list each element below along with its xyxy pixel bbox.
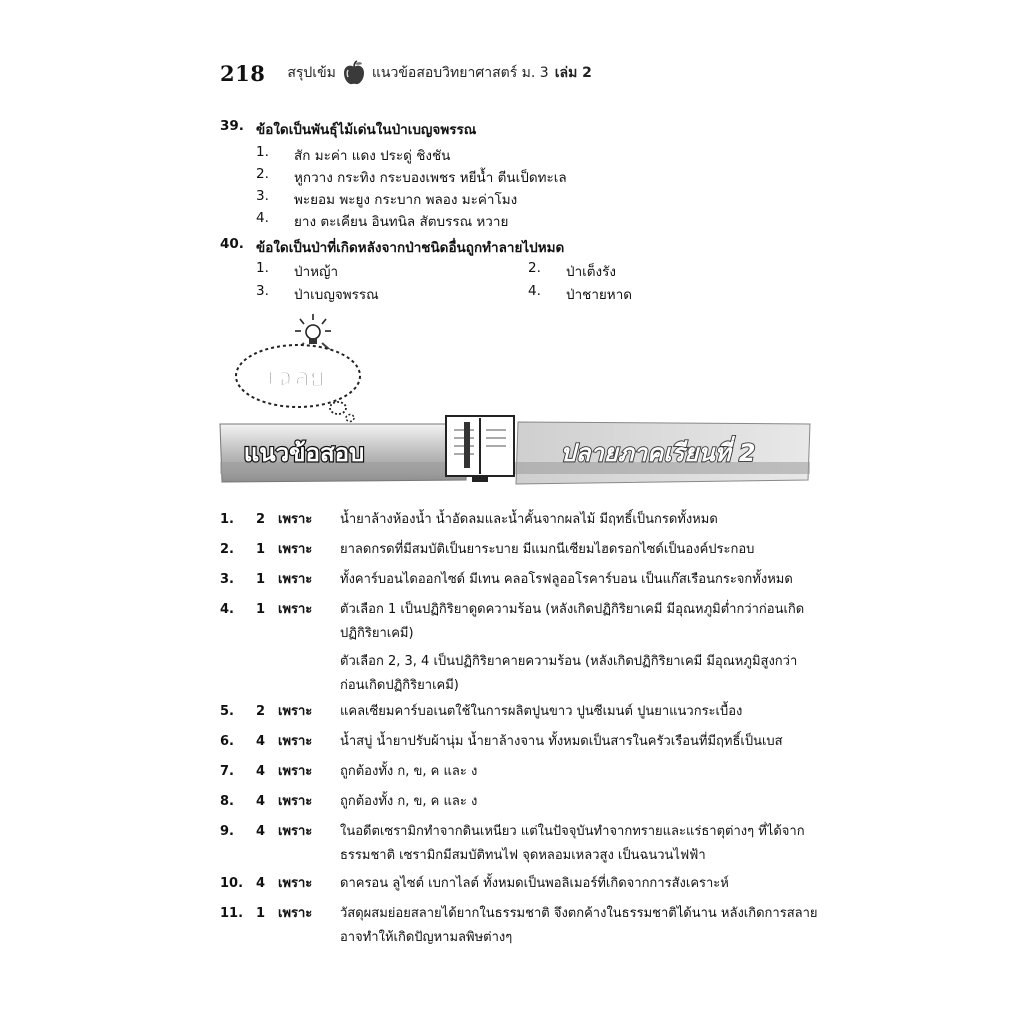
answer-choice: 4 xyxy=(256,794,266,809)
book-title: แนวข้อสอบวิทยาศาสตร์ ม. 3 xyxy=(371,65,549,81)
book-volume: เล่ม 2 xyxy=(554,65,592,81)
answer-choice: 4 xyxy=(256,876,266,891)
option-text: ป่าชายหาด xyxy=(566,287,633,303)
because-label: เพราะ xyxy=(278,704,313,719)
answer-number: 1. xyxy=(220,512,234,527)
answer-banner xyxy=(218,312,814,490)
answer-number: 11. xyxy=(220,906,244,921)
option-text: สัก มะค่า แดง ประดู่ ชิงชัน xyxy=(294,148,451,164)
because-label: เพราะ xyxy=(278,794,313,809)
answer-choice: 4 xyxy=(256,764,266,779)
because-label: เพราะ xyxy=(278,542,313,557)
question-option xyxy=(256,260,338,282)
question-option xyxy=(528,283,632,305)
answer-text: แคลเซียมคาร์บอเนตใช้ในการผลิตปูนขาว ปูนซีเมนต์ ปูนยาแนวกระเบื้อง xyxy=(340,704,743,719)
apple-icon xyxy=(342,60,366,86)
answer-choice: 2 xyxy=(256,704,266,719)
answer-extra-text: ตัวเลือก 2, 3, 4 เป็นปฏิกิริยาคายความร้อน (หลังเกิดปฏิกิริยาเคมี มีอุณหภูมิสูงกว่าก่อนเกิดปฏิกิริยาเคมี) xyxy=(340,654,798,693)
because-label: เพราะ xyxy=(278,572,313,587)
option-number: 4. xyxy=(256,210,269,226)
option-text: ป่าเต็งรัง xyxy=(566,264,616,280)
answer-text: น้ำสบู่ น้ำยาปรับผ้านุ่ม น้ำยาล้างจาน ทั้งหมดเป็นสารในครัวเรือนที่มีฤทธิ์เป็นเบส xyxy=(340,734,783,749)
question-option xyxy=(528,260,616,282)
answer-text: ตัวเลือก 1 เป็นปฏิกิริยาดูดความร้อน (หลังเกิดปฏิกิริยาเคมี มีอุณหภูมิต่ำกว่าก่อนเกิดปฏิกิริยาเคมี) xyxy=(340,602,805,641)
because-label: เพราะ xyxy=(278,824,313,839)
answer-text: ยาลดกรดที่มีสมบัติเป็นยาระบาย มีแมกนีเซียมไฮดรอกไซด์เป็นองค์ประกอบ xyxy=(340,542,755,557)
answer-choice: 4 xyxy=(256,824,266,839)
option-number: 3. xyxy=(256,188,269,204)
option-number: 1. xyxy=(256,260,269,276)
answer-text: ถูกต้องทั้ง ก, ข, ค และ ง xyxy=(340,764,478,779)
answer-choice: 4 xyxy=(256,734,266,749)
answer-text: น้ำยาล้างห้องน้ำ น้ำอัดลมและน้ำคั้นจากผลไม้ มีฤทธิ์เป็นกรดทั้งหมด xyxy=(340,512,718,527)
question-option xyxy=(256,210,508,232)
answer-number: 9. xyxy=(220,824,234,839)
banner-left-title: แนวข้อสอบ xyxy=(243,439,365,467)
answer-text: ดาครอน ลูไซต์ เบกาไลต์ ทั้งหมดเป็นพอลิเมอร์ที่เกิดจากการสังเคราะห์ xyxy=(340,876,729,891)
option-text: ป่าเบญจพรรณ xyxy=(294,287,379,303)
book-icon xyxy=(446,416,514,482)
question-option xyxy=(256,283,379,305)
option-text: ยาง ตะเคียน อินทนิล สัตบรรณ หวาย xyxy=(294,214,509,230)
answer-choice: 1 xyxy=(256,906,266,921)
question-number: 39. xyxy=(220,118,244,134)
because-label: เพราะ xyxy=(278,734,313,749)
banner-right-title: ปลายภาคเรียนที่ 2 xyxy=(560,439,756,467)
question-option xyxy=(256,144,450,166)
answer-number: 2. xyxy=(220,542,234,557)
lightbulb-icon xyxy=(295,314,331,350)
because-label: เพราะ xyxy=(278,876,313,891)
option-text: พะยอม พะยูง กระบาก พลอง มะค่าโมง xyxy=(294,192,518,208)
question-39 xyxy=(220,118,476,140)
option-number: 3. xyxy=(256,283,269,299)
question-option xyxy=(256,166,567,188)
answer-number: 10. xyxy=(220,876,244,891)
answer-text: ถูกต้องทั้ง ก, ข, ค และ ง xyxy=(340,794,478,809)
answer-text: ทั้งคาร์บอนไดออกไซด์ มีเทน คลอโรฟลูออโรคาร์บอน เป็นแก๊สเรือนกระจกทั้งหมด xyxy=(340,572,793,587)
answer-number: 6. xyxy=(220,734,234,749)
book-series: สรุปเข้ม xyxy=(287,65,336,81)
answer-text: ในอดีตเซรามิกทำจากดินเหนียว แต่ในปัจจุบันทำจากทรายและแร่ธาตุต่างๆ ที่ได้จากธรรมชาติ เซรามิกมีสมบัติทนไฟ จุดหลอมเหลวสูง เป็นฉนวนไฟฟ้า xyxy=(340,824,805,863)
option-number: 4. xyxy=(528,283,541,299)
answer-number: 8. xyxy=(220,794,234,809)
answer-choice: 1 xyxy=(256,572,266,587)
option-text: หูกวาง กระทิง กระบองเพชร หยีน้ำ ตีนเป็ดทะเล xyxy=(294,170,567,186)
option-number: 1. xyxy=(256,144,269,160)
question-40 xyxy=(220,236,564,258)
option-number: 2. xyxy=(256,166,269,182)
answer-number: 7. xyxy=(220,764,234,779)
because-label: เพราะ xyxy=(278,602,313,617)
option-text: ป่าหญ้า xyxy=(294,264,339,280)
page-header xyxy=(220,56,592,90)
answer-choice: 1 xyxy=(256,602,266,617)
answer-number: 3. xyxy=(220,572,234,587)
answer-text: วัสดุผสมย่อยสลายได้ยากในธรรมชาติ จึงตกค้างในธรรมชาติได้นาน หลังเกิดการสลายอาจทำให้เกิดปัญหามลพิษต่างๆ xyxy=(340,906,818,945)
answer-choice: 2 xyxy=(256,512,266,527)
question-stem: ข้อใดเป็นป่าที่เกิดหลังจากป่าชนิดอื่นถูกทำลายไปหมด xyxy=(256,240,565,256)
question-number: 40. xyxy=(220,236,244,252)
because-label: เพราะ xyxy=(278,764,313,779)
because-label: เพราะ xyxy=(278,906,313,921)
option-number: 2. xyxy=(528,260,541,276)
because-label: เพราะ xyxy=(278,512,313,527)
answer-choice: 1 xyxy=(256,542,266,557)
answer-label: เฉลย xyxy=(267,363,325,393)
question-option xyxy=(256,188,517,210)
answer-number: 5. xyxy=(220,704,234,719)
page-number: 218 xyxy=(220,60,266,86)
question-stem: ข้อใดเป็นพันธุ์ไม้เด่นในป่าเบญจพรรณ xyxy=(256,122,477,138)
answer-number: 4. xyxy=(220,602,234,617)
